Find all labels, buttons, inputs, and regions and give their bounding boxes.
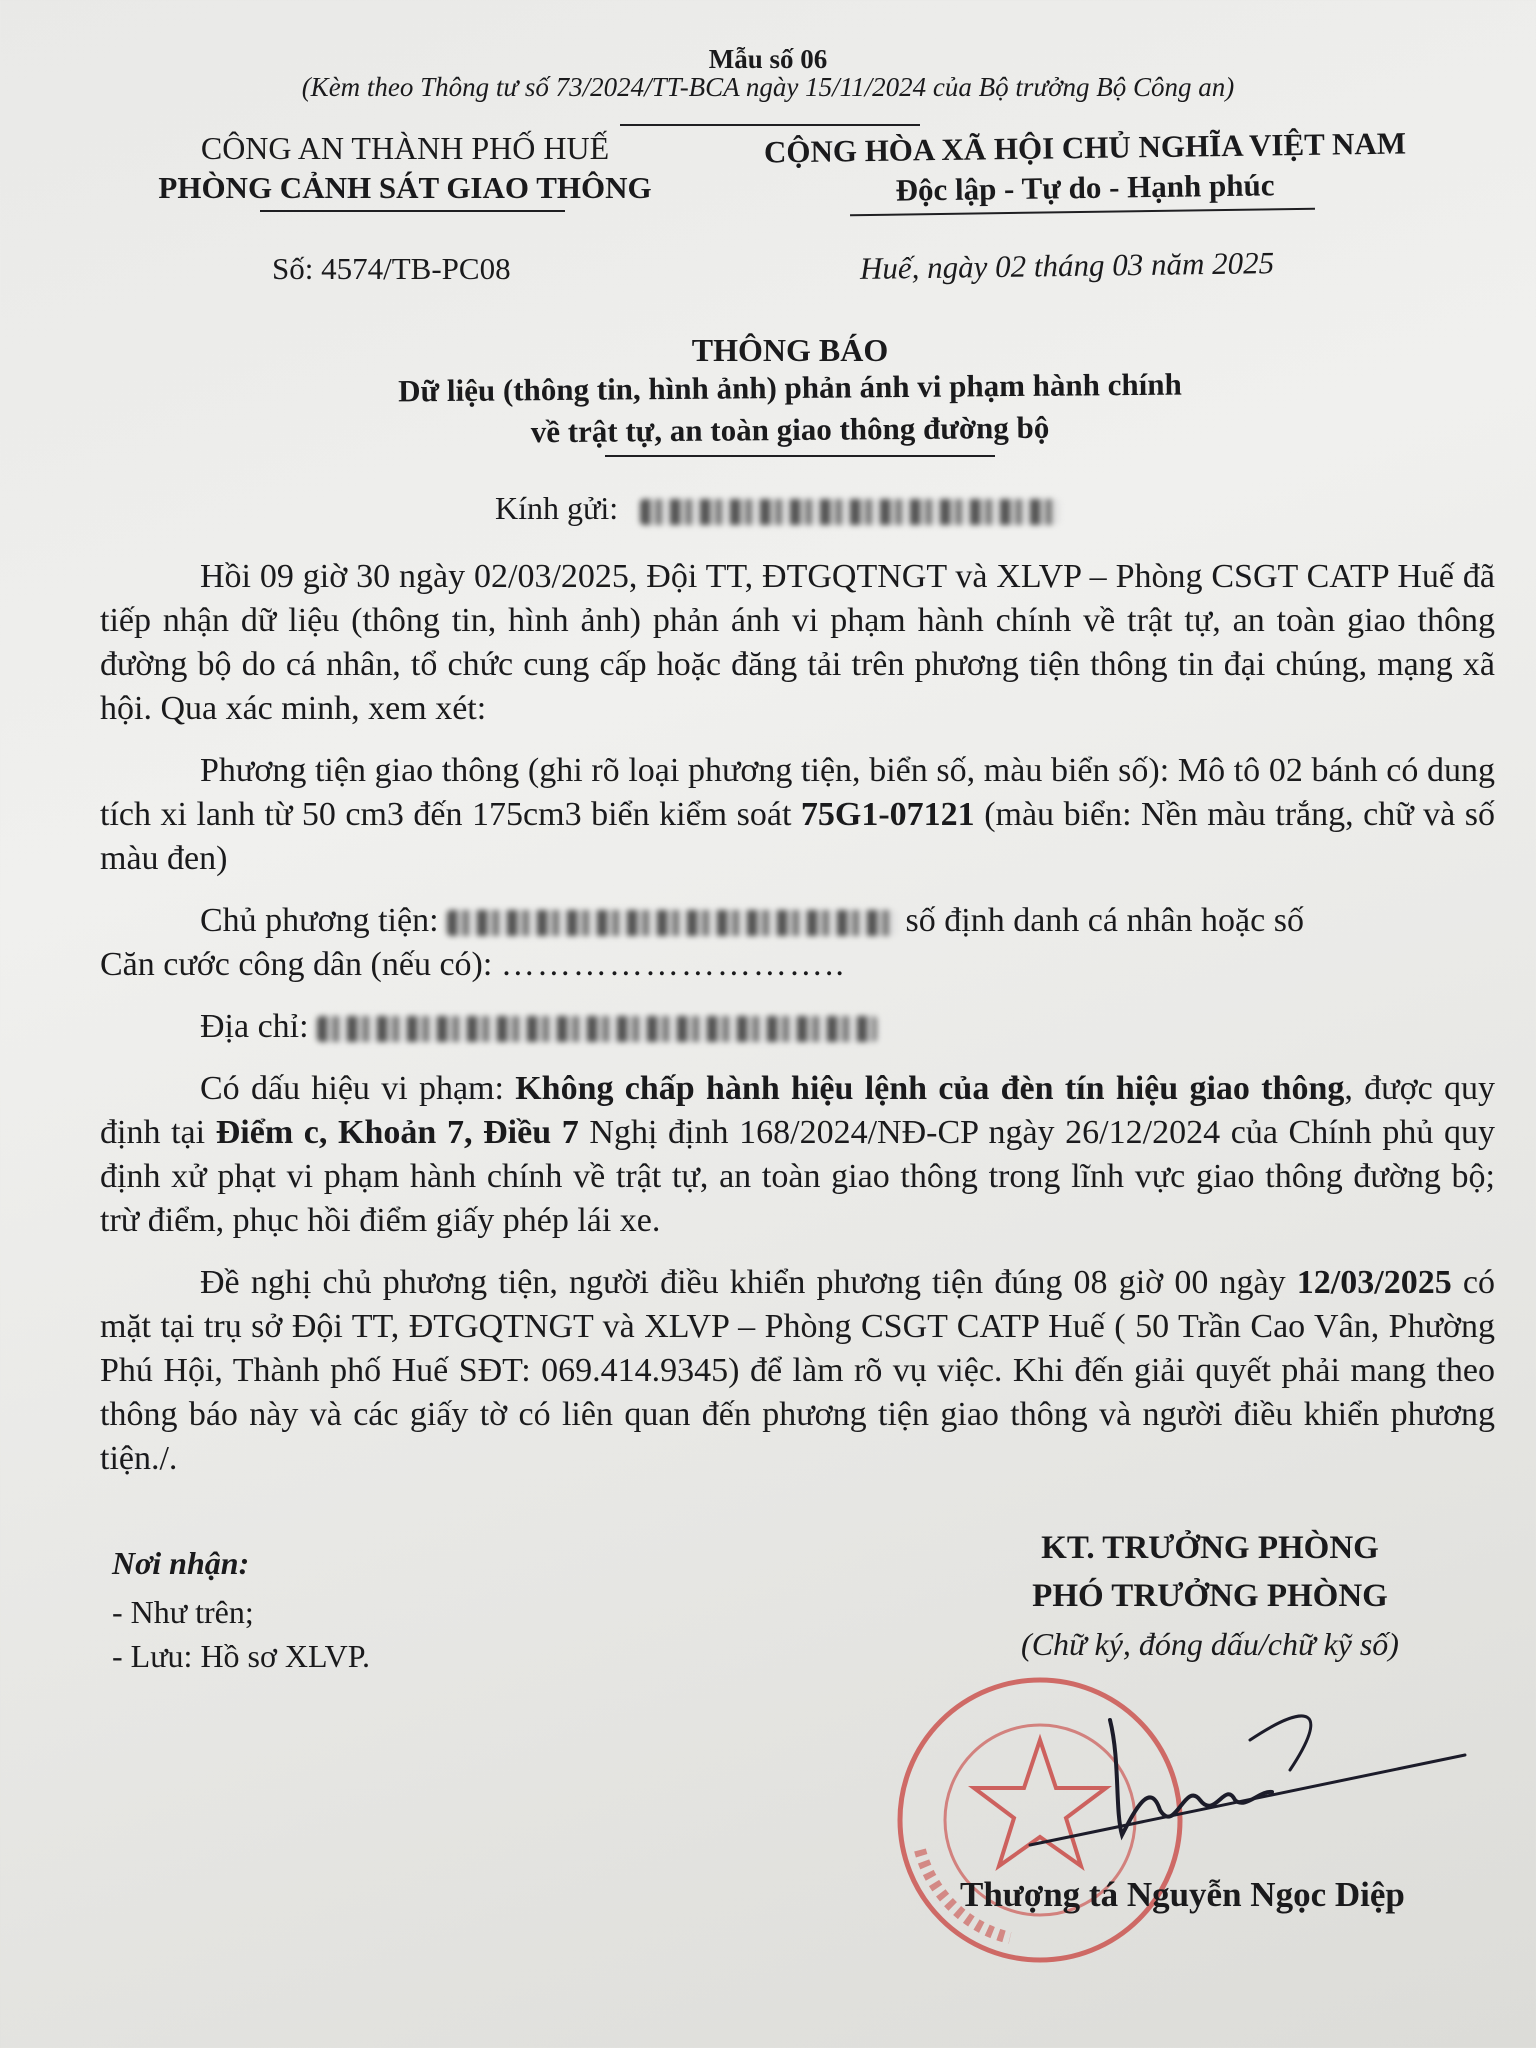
signer-title-1: KT. TRƯỞNG PHÒNG (1041, 1530, 1379, 1566)
notice-subtitle-1: Dữ liệu (thông tin, hình ảnh) phản ánh vi phạm hành chính (398, 366, 1182, 409)
handwritten-signature (1010, 1660, 1480, 1860)
owner-paragraph (100, 899, 1495, 987)
owner-label: Chủ phương tiện: (200, 902, 439, 939)
redacted-owner (447, 910, 897, 936)
national-motto: Độc lập - Tự do - Hạnh phúc (895, 167, 1275, 208)
intro-paragraph: Hồi 09 giờ 30 ngày 02/03/2025, Đội TT, ĐTGQTNGT và XLVP – Phòng CSGT CATP Huế đã tiếp nhận dữ liệu (thông tin, hình ảnh) phản ánh vi phạm hành chính về trật tự, an toàn giao thông đường bộ do cá nhân, tổ chức cung cấp hoặc đăng tải trên phương tiện thông tin đại chúng, mạng xã hội. Qua xác minh, xem xét: (100, 558, 1495, 727)
id-label: Căn cước công dân (nếu có): (100, 946, 493, 983)
recipient-label: Kính gửi: (495, 490, 619, 526)
form-number: Mẫu số 06 (708, 44, 828, 74)
redacted-recipient (640, 499, 1060, 525)
issuer-underline (260, 210, 565, 212)
signer-name: Thượng tá Nguyễn Ngọc Diệp (960, 1875, 1405, 1914)
recipients-heading: Nơi nhận: (112, 1545, 250, 1581)
signer-title-2: PHÓ TRƯỞNG PHÒNG (1032, 1578, 1388, 1614)
document-number: Số: 4574/TB-PC08 (272, 251, 511, 286)
motto-underline (850, 208, 1315, 216)
request-details: có mặt tại trụ sở Đội TT, ĐTGQTNGT và XLVP – Phòng CSGT CATP Huế ( 50 Trần Cao Vân, Phường Phú Hội, Thành phố Huế SĐT: 069.414.9345) để làm rõ vụ việc. Khi đến giải quyết phải mang theo thông báo này và các giấy tờ có liên quan đến phương tiện giao thông và người điều khiển phương tiện./. (100, 1264, 1495, 1477)
issuer-department: PHÒNG CẢNH SÁT GIAO THÔNG (158, 170, 652, 205)
violation-decree: Nghị định 168/2024/NĐ-CP ngày 26/12/2024 của Chính phủ quy định xử phạt vi phạm hành chính về trật tự, an toàn giao thông trong lĩnh vực giao thông đường bộ; trừ điểm, phục hồi điểm giấy phép lái xe. (100, 1114, 1495, 1239)
id-value-dots: ……………………….. (500, 946, 846, 983)
redacted-address (317, 1016, 877, 1042)
violation-paragraph (100, 1067, 1495, 1243)
request-paragraph (100, 1261, 1495, 1481)
appointment-date: 12/03/2025 (1296, 1264, 1452, 1301)
notice-title: THÔNG BÁO (691, 332, 889, 368)
form-reference: (Kèm theo Thông tư số 73/2024/TT-BCA ngày 15/11/2024 của Bộ trưởng Bộ Công an) (301, 72, 1235, 102)
national-title: CỘNG HÒA XÃ HỘI CHỦ NGHĨA VIỆT NAM (763, 125, 1407, 170)
notice-subtitle-2: về trật tự, an toàn giao thông đường bộ (530, 409, 1050, 450)
owner-id-label: số định danh cá nhân hoặc số (905, 902, 1304, 939)
header-divider (620, 124, 920, 126)
address-label: Địa chỉ: (200, 1008, 309, 1045)
vehicle-text: Phương tiện giao thông (ghi rõ loại phương tiện, biển số, màu biển số): Mô tô 02 bánh có dung tích xi lanh từ 50 cm3 đến 175cm3 biển kiểm soát (100, 752, 1495, 833)
address-paragraph (100, 1005, 1495, 1049)
violation-legal-ref: Điểm c, Khoản 7, Điều 7 (215, 1114, 579, 1151)
violation-connector: , được quy định tại (100, 1070, 1495, 1151)
plate-color-text: (màu biển: Nền màu trắng, chữ và số màu đen) (100, 796, 1495, 877)
request-lead: Đề nghị chủ phương tiện, người điều khiển phương tiện đúng 08 giờ 00 ngày (200, 1264, 1297, 1301)
recipient-item: - Lưu: Hồ sơ XLVP. (112, 1638, 370, 1674)
violation-lead: Có dấu hiệu vi phạm: (200, 1070, 516, 1107)
violation-description: Không chấp hành hiệu lệnh của đèn tín hiệu giao thông (515, 1070, 1345, 1107)
issuer-agency: CÔNG AN THÀNH PHỐ HUẾ (200, 130, 610, 166)
issue-date: Huế, ngày 02 tháng 03 năm 2025 (859, 245, 1275, 286)
recipient-line (495, 490, 1060, 527)
vehicle-paragraph (100, 749, 1495, 881)
title-underline (605, 455, 995, 457)
recipient-item: - Như trên; (112, 1594, 254, 1630)
license-plate: 75G1-07121 (800, 796, 975, 833)
body-text (100, 555, 1495, 1481)
signature-note: (Chữ ký, đóng dấu/chữ kỹ số) (1021, 1626, 1399, 1662)
